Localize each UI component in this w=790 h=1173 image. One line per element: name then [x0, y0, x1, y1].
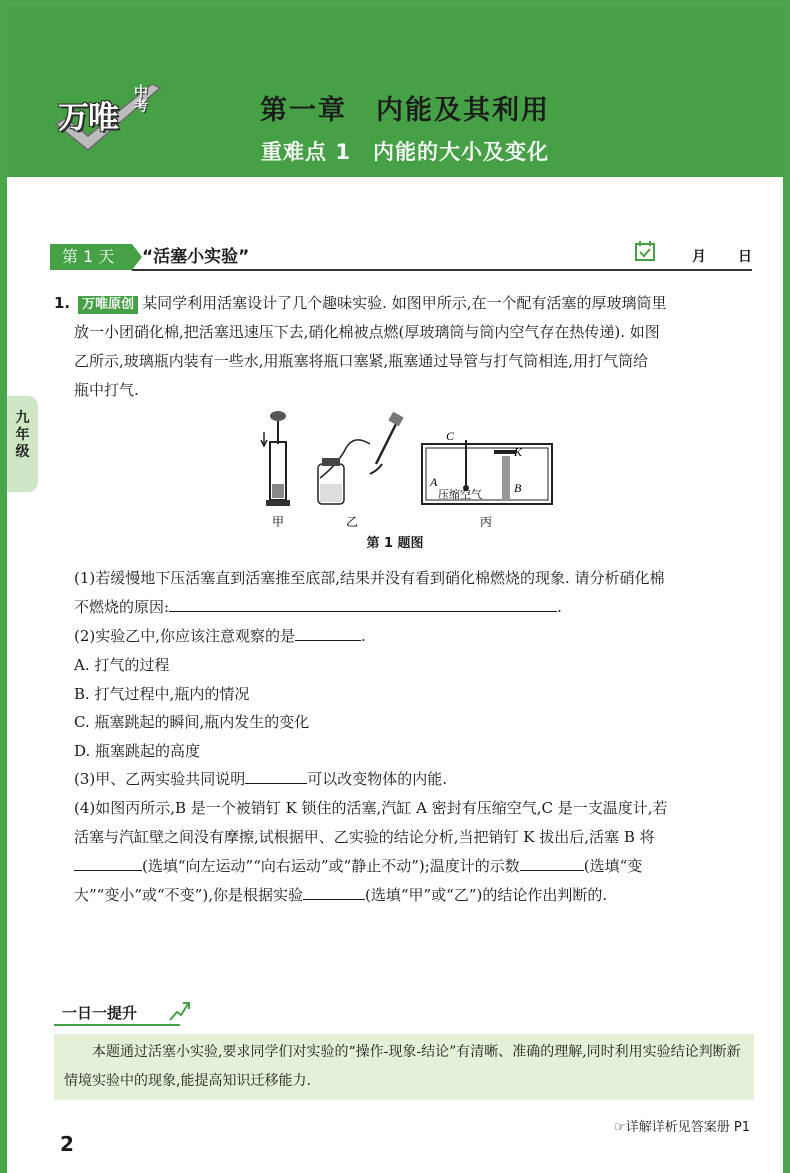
- grade-char: 九: [15, 410, 30, 426]
- day-title: “活塞小实验”: [142, 247, 250, 267]
- label-a: A: [430, 475, 438, 489]
- sub3-text-a: (3)甲、乙两实验共同说明: [74, 770, 246, 788]
- figure-caption: 第 1 题图: [366, 536, 424, 551]
- label-b: B: [514, 481, 522, 495]
- label-yi: 乙: [346, 515, 359, 529]
- option-a: A. 打气的过程: [74, 656, 170, 674]
- sub2-end: .: [361, 627, 366, 645]
- sub-question-4: [74, 794, 750, 910]
- label-bing: 丙: [480, 515, 493, 529]
- answer-blank[interactable]: [74, 854, 142, 871]
- stem-line: 某同学利用活塞设计了几个趣味实验. 如图甲所示,在一个配有活塞的厚玻璃筒里: [142, 294, 667, 312]
- sub4-line3-a: (选填“向左运动”“向右运动”或“静止不动”);温度计的示数: [142, 857, 520, 875]
- answer-blank[interactable]: [303, 883, 365, 900]
- figure-yi: [318, 412, 404, 504]
- sub4-line2: 活塞与汽缸壁之间没有摩擦,试根据甲、乙实验的结论分析,当把销钉 K 拔出后,活塞 B 将: [74, 828, 655, 846]
- trend-up-icon: [168, 1000, 190, 1022]
- boost-text: 本题通过活塞小实验,要求同学们对实验的“操作-现象-结论”有清晰、准确的理解,同时利用实验结论判断新情境实验中的现象,能提高知识迁移能力.: [54, 1034, 754, 1100]
- option-d: D. 瓶塞跳起的高度: [74, 742, 201, 760]
- stem-line: 放一小团硝化棉,把活塞迅速压下去,硝化棉被点燃(厚玻璃筒与筒内空气存在热传递). 如图: [74, 323, 660, 341]
- sub2-text: (2)实验乙中,你应该注意观察的是: [74, 627, 296, 645]
- option-b: B. 打气过程中,瓶内的情况: [74, 685, 250, 703]
- label-k: K: [514, 445, 523, 459]
- grade-char: 年: [15, 427, 30, 443]
- sub4-line4-b: (选填“甲”或“乙”)的结论作出判断的.: [364, 886, 608, 904]
- sub1-end: .: [557, 598, 562, 616]
- chapter-title: 第一章 内能及其利用: [260, 95, 550, 126]
- day-underline: [132, 269, 752, 271]
- day-heading: [50, 244, 752, 270]
- sub1-line1: (1)若缓慢地下压活塞直到活塞推至底部,结果并没有看到硝化棉燃烧的现象. 请分析硝化棉: [74, 569, 665, 587]
- figure-jia: [261, 411, 290, 506]
- date-label: 日: [738, 249, 752, 265]
- sub-question-3: [74, 765, 750, 794]
- stem-line: 瓶中打气.: [74, 381, 139, 399]
- month-label: 月: [692, 249, 706, 265]
- grade-char: 级: [15, 444, 30, 460]
- question-stem: [54, 289, 754, 405]
- experiment-figure: [258, 404, 558, 530]
- calendar-icon: [634, 240, 656, 262]
- grade-side-tab: [7, 396, 38, 492]
- answer-blank[interactable]: [295, 624, 361, 641]
- question-number: 1.: [54, 294, 71, 312]
- day-tag: 第 1 天: [50, 244, 132, 270]
- answer-blank[interactable]: [245, 767, 307, 784]
- label-c: C: [446, 429, 455, 443]
- sub4-line1: (4)如图丙所示,B 是一个被销钉 K 锁住的活塞,汽缸 A 密封有压缩空气,C 是一支温度计,若: [74, 799, 668, 817]
- answer-reference: ☞详解详析见答案册 P1: [614, 1120, 750, 1135]
- label-jia: 甲: [272, 515, 285, 529]
- label-compressed-air: 压缩空气: [438, 489, 482, 501]
- answer-blank[interactable]: [520, 854, 584, 871]
- sub1-line2: 不燃烧的原因:: [74, 598, 170, 616]
- boost-title: 一日一提升: [62, 1004, 138, 1022]
- sub-question-1: [74, 564, 750, 622]
- option-c: C. 瓶塞跳起的瞬间,瓶内发生的变化: [74, 713, 310, 731]
- boost-heading: [54, 1000, 754, 1026]
- section-title: 重难点 1 内能的大小及变化: [261, 140, 549, 164]
- stem-line: 乙所示,玻璃瓶内装有一些水,用瓶塞将瓶口塞紧,瓶塞通过导管与打气筒相连,用打气筒给: [74, 352, 649, 370]
- boost-underline: [54, 1024, 180, 1026]
- logo-subtext: 中考: [134, 85, 148, 115]
- sub3-text-b: 可以改变物体的内能.: [307, 770, 448, 788]
- answer-blank[interactable]: [169, 595, 557, 612]
- sub-question-2: [74, 622, 750, 651]
- sub4-line3-b: (选填“变: [583, 857, 643, 875]
- logo-text: 万唯: [58, 100, 118, 136]
- sub4-line4-a: 大”“变小”或“不变”),你是根据实验: [74, 886, 303, 904]
- page-number: 2: [60, 1132, 74, 1156]
- original-badge: 万唯原创: [78, 296, 138, 314]
